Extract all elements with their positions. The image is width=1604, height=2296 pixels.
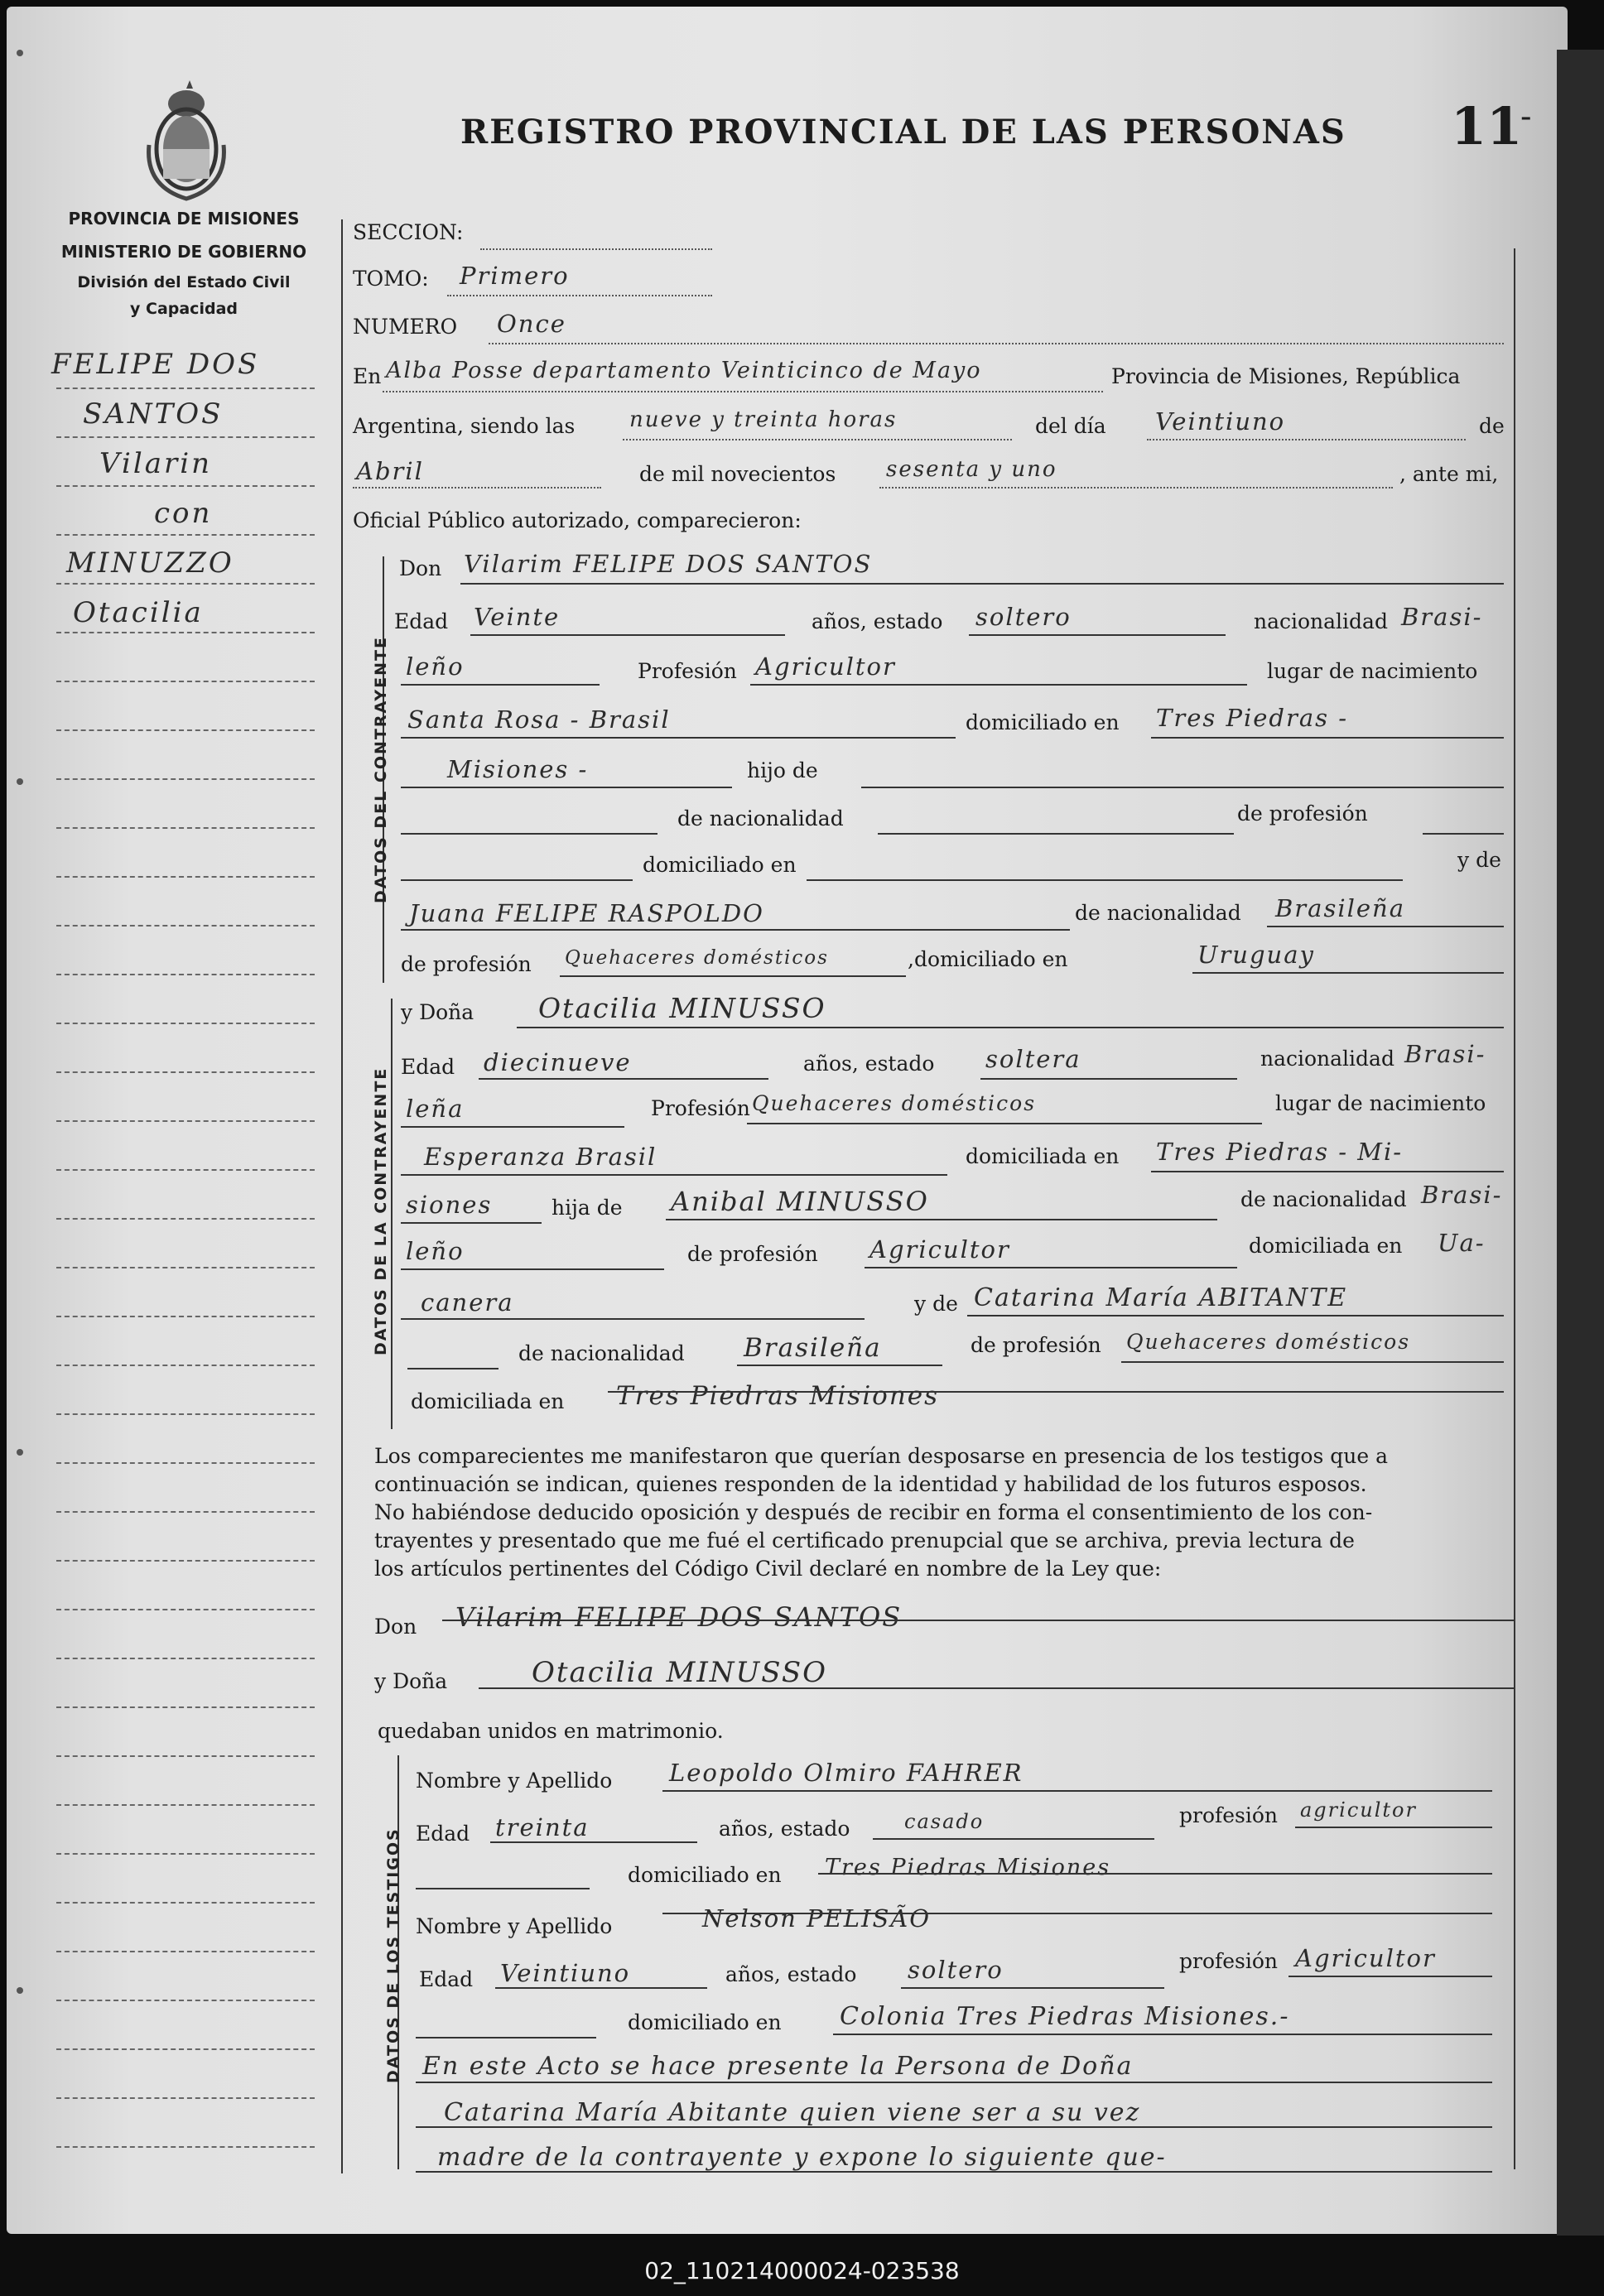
anos-estado-2-label: años, estado bbox=[803, 1052, 935, 1076]
padre-prof-2-line bbox=[865, 1267, 1237, 1268]
margin-ruled-line bbox=[56, 1462, 315, 1464]
madre-nac-1-line bbox=[1267, 926, 1504, 927]
madre-2-line bbox=[967, 1315, 1504, 1316]
lugar-label: lugar de nacimiento bbox=[1267, 659, 1478, 683]
t1-dom-label: domiciliado en bbox=[628, 1863, 782, 1887]
margin-ruled-line bbox=[56, 534, 315, 536]
testigo-1-estado: casado bbox=[904, 1810, 985, 1833]
contrayente-2-padre-nac-2: leño bbox=[406, 1237, 465, 1265]
madre-nac-label: de nacionalidad bbox=[1075, 901, 1241, 925]
padre-dom-1-line bbox=[807, 879, 1403, 881]
madre-2b-line bbox=[407, 1368, 499, 1369]
margin-ruled-line bbox=[56, 1413, 315, 1415]
madre-dom-2-line bbox=[608, 1391, 1504, 1393]
margin-ruled-line bbox=[56, 827, 315, 829]
t2-nombre-line bbox=[662, 1913, 1492, 1914]
padre-2-line bbox=[666, 1219, 1217, 1220]
margin-ruled-line bbox=[56, 1804, 315, 1806]
contrayente-2-estado: soltera bbox=[985, 1045, 1081, 1073]
padre-nac-label: de nacionalidad bbox=[1240, 1187, 1407, 1211]
t1-estado-line bbox=[873, 1838, 1154, 1840]
seccion-label: SECCION: bbox=[353, 220, 464, 244]
numero-line bbox=[489, 343, 1504, 344]
madre-dom-1-line bbox=[1192, 972, 1504, 974]
anio-line bbox=[879, 487, 1393, 489]
hora-value: nueve y treinta horas bbox=[629, 407, 898, 432]
contrayente-2-padre-dom-2: canera bbox=[421, 1288, 514, 1316]
nota-3-line bbox=[416, 2171, 1492, 2173]
nota-line-1: En este Acto se hace presente la Persona de Doña bbox=[422, 2052, 1134, 2081]
t1-nombre-line bbox=[662, 1790, 1492, 1792]
image-id-caption: 02_110214000024-023538 bbox=[644, 2257, 960, 2284]
contrayente-2-madre-nac: Brasileña bbox=[744, 1333, 882, 1363]
nacionalidad-label: nacionalidad bbox=[1254, 609, 1388, 633]
contrayente-2-domicilio-2: siones bbox=[406, 1191, 493, 1219]
contrayente-2-edad: diecinueve bbox=[484, 1048, 632, 1076]
declaracion-line-1: Los comparecientes me manifestaron que querían desposarse en presencia de los testigos que a bbox=[374, 1444, 1388, 1468]
contrayente-2-madre-dom: Tres Piedras Misiones bbox=[616, 1381, 939, 1411]
domiciliada-en-label: domiciliada en bbox=[966, 1144, 1120, 1168]
margin-ruled-line bbox=[56, 876, 315, 878]
contrayente-2-padre: Anibal MINUSSO bbox=[671, 1186, 929, 1217]
t2-dom-label: domiciliado en bbox=[628, 2010, 782, 2034]
t2-prof-b-line bbox=[416, 2037, 596, 2038]
t2-prof-label: profesión bbox=[1179, 1949, 1279, 1973]
de-nacionalidad-label: de nacionalidad bbox=[677, 806, 844, 830]
padre-prof-1-line bbox=[1423, 833, 1504, 835]
nota-1-line bbox=[416, 2082, 1492, 2083]
t1-prof-label: profesión bbox=[1179, 1803, 1279, 1827]
nac-1-line bbox=[401, 684, 600, 686]
margin-ruled-line bbox=[56, 1023, 315, 1024]
margin-ruled-line bbox=[56, 1365, 315, 1366]
right-rule bbox=[1514, 248, 1515, 2169]
declaracion-don-line bbox=[442, 1620, 1515, 1621]
testigo-2-edad: Veintiuno bbox=[500, 1959, 631, 1987]
t1-nombre-label: Nombre y Apellido bbox=[416, 1769, 613, 1793]
unidos-text: quedaban unidos en matrimonio. bbox=[378, 1719, 724, 1743]
profesion-2-line bbox=[747, 1123, 1262, 1124]
t2-edad-line bbox=[495, 1987, 707, 1989]
oficial-text: Oficial Público autorizado, comparecieron: bbox=[353, 508, 802, 532]
madre-prof-1-line bbox=[560, 975, 906, 977]
padre-1b-line bbox=[401, 833, 657, 835]
margin-ruled-line bbox=[56, 436, 315, 438]
nombre-2-line bbox=[517, 1027, 1504, 1028]
contrayente-1-nac-1: Brasi- bbox=[1401, 603, 1483, 631]
punch-hole bbox=[17, 50, 23, 56]
t2-dom-line bbox=[833, 2034, 1492, 2035]
t1-prof-b-line bbox=[416, 1888, 590, 1889]
margin-ruled-line bbox=[56, 1071, 315, 1073]
estado-1-line bbox=[969, 634, 1226, 636]
margin-ruled-line bbox=[56, 1609, 315, 1610]
lugar-2-line bbox=[401, 1174, 947, 1176]
argentina-text: Argentina, siendo las bbox=[353, 414, 576, 438]
mes-value: Abril bbox=[356, 457, 424, 485]
margin-ruled-line bbox=[56, 778, 315, 780]
contrayente-1-nac-2: leño bbox=[406, 652, 465, 681]
profesion-1-line bbox=[750, 684, 1247, 686]
margin-ruled-line bbox=[56, 974, 315, 975]
t2-estado-line bbox=[901, 1987, 1164, 1989]
margin-ruled-line bbox=[56, 2146, 315, 2148]
contrayente-2-lugar: Esperanza Brasil bbox=[424, 1143, 657, 1171]
padre-dom-label: domiciliada en bbox=[1249, 1234, 1403, 1258]
punch-hole bbox=[17, 1987, 23, 1994]
padre-prof-1b-line bbox=[401, 879, 633, 881]
margin-ruled-line bbox=[56, 1169, 315, 1171]
margin-ruled-line bbox=[56, 1218, 315, 1220]
division-header-1: División del Estado Civil bbox=[77, 273, 291, 291]
dia-line bbox=[1147, 439, 1466, 440]
edad-2-line bbox=[479, 1078, 768, 1080]
domiciliado-en-2-label: domiciliado en bbox=[643, 853, 797, 877]
de-label: de bbox=[1479, 414, 1505, 438]
declaracion-line-2: continuación se indican, quienes responden de la identidad y habilidad de los futuros esposos. bbox=[374, 1472, 1367, 1496]
t2-anos-estado-label: años, estado bbox=[725, 1962, 857, 1986]
page-title: REGISTRO PROVINCIAL DE LAS PERSONAS bbox=[460, 113, 1346, 152]
edad-2-label: Edad bbox=[401, 1055, 455, 1079]
declaracion-line-4: trayentes y presentado que me fué el certificado prenupcial que se archiva, previa lectura de bbox=[374, 1528, 1355, 1552]
madre-nac-2-label: de nacionalidad bbox=[518, 1341, 685, 1365]
testigo-2-dom: Colonia Tres Piedras Misiones.- bbox=[840, 2002, 1290, 2031]
ante-mi-text: , ante mi, bbox=[1399, 462, 1499, 486]
contrayente-2-padre-prof: Agricultor bbox=[869, 1235, 1010, 1264]
margin-note: MINUZZO bbox=[66, 546, 234, 580]
margin-note: SANTOS bbox=[83, 397, 224, 431]
t1-edad-line bbox=[490, 1841, 697, 1843]
margin-ruled-line bbox=[56, 1120, 315, 1122]
domicilio-2b-line bbox=[401, 1222, 542, 1224]
contrayente-1-madre: Juana FELIPE RASPOLDO bbox=[409, 899, 764, 927]
contrayente-2-bracket bbox=[391, 999, 393, 1429]
margin-note: Vilarin bbox=[99, 447, 212, 480]
declaracion-don-label: Don bbox=[374, 1615, 417, 1639]
madre-dom-label: ,domiciliado en bbox=[908, 947, 1068, 971]
contrayente-1-madre-nac: Brasileña bbox=[1275, 894, 1406, 922]
margin-ruled-line bbox=[56, 925, 315, 927]
hija-de-label: hija de bbox=[552, 1196, 623, 1220]
edad-1-line bbox=[470, 634, 785, 636]
t1-anos-estado-label: años, estado bbox=[719, 1817, 850, 1841]
y-de-label: y de bbox=[1457, 848, 1501, 872]
testigo-2-nombre: Nelson PELISÃO bbox=[702, 1904, 932, 1933]
padre-nac-1-line bbox=[878, 833, 1234, 835]
contrayente-2-nac-2: leña bbox=[406, 1095, 465, 1123]
madre-prof-2-line bbox=[1121, 1361, 1504, 1363]
profesion-2-label: Profesión bbox=[651, 1096, 750, 1120]
anos-estado-label: años, estado bbox=[812, 609, 943, 633]
don-label: Don bbox=[399, 556, 442, 580]
margin-ruled-line bbox=[56, 2097, 315, 2099]
t2-edad-label: Edad bbox=[419, 1967, 474, 1991]
dona-label: y Doña bbox=[401, 1000, 474, 1024]
tomo-value: Primero bbox=[460, 262, 570, 290]
contrayente-2-padre-dom-1: Ua- bbox=[1438, 1229, 1486, 1257]
declaracion-dona-label: y Doña bbox=[374, 1669, 448, 1693]
margin-ruled-line bbox=[56, 1511, 315, 1513]
contrayente-1-domicilio-2: Misiones - bbox=[447, 755, 589, 783]
t2-nombre-label: Nombre y Apellido bbox=[416, 1914, 613, 1938]
margin-ruled-line bbox=[56, 387, 315, 389]
de-mil-label: de mil novecientos bbox=[639, 462, 836, 486]
contrayente-2-nac-1: Brasi- bbox=[1404, 1040, 1486, 1068]
padre-prof-label: de profesión bbox=[687, 1242, 818, 1266]
hora-line bbox=[623, 439, 1012, 440]
contrayente-1-domicilio-1: Tres Piedras - bbox=[1156, 704, 1349, 732]
margin-ruled-line bbox=[56, 1706, 315, 1708]
tomo-line bbox=[447, 295, 712, 296]
tomo-label: TOMO: bbox=[353, 267, 429, 291]
ministry-header: MINISTERIO DE GOBIERNO bbox=[60, 242, 307, 262]
contrayente-1-side-label: DATOS DEL CONTRAYENTE bbox=[372, 636, 390, 903]
contrayente-1-madre-prof: Quehaceres domésticos bbox=[565, 947, 829, 969]
lugar-1-line bbox=[401, 737, 956, 739]
en-label: En bbox=[353, 364, 382, 388]
nota-line-3: madre de la contrayente y expone lo siguiente que- bbox=[437, 2143, 1167, 2172]
book-spine bbox=[1557, 50, 1604, 2236]
seccion-line bbox=[480, 248, 712, 250]
declaracion-don-value: Vilarim FELIPE DOS SANTOS bbox=[455, 1601, 903, 1633]
margin-ruled-line bbox=[56, 1755, 315, 1757]
margin-ruled-line bbox=[56, 1316, 315, 1317]
nota-2-line bbox=[416, 2126, 1492, 2128]
nacionalidad-2-label: nacionalidad bbox=[1260, 1047, 1394, 1071]
padre-dom-2-line bbox=[401, 1318, 865, 1320]
en-value: Alba Posse departamento Veinticinco de Mayo bbox=[386, 358, 982, 383]
declaracion-line-5: los artículos pertinentes del Código Civil declaré en nombre de la Ley que: bbox=[374, 1557, 1162, 1581]
contrayente-1-lugar: Santa Rosa - Brasil bbox=[407, 705, 671, 734]
contrayente-1-profesion: Agricultor bbox=[755, 652, 896, 681]
domicilio-2-line bbox=[1151, 1171, 1504, 1172]
t1-prof-line bbox=[1295, 1827, 1492, 1828]
margin-ruled-line bbox=[56, 1853, 315, 1855]
numero-value: Once bbox=[497, 310, 566, 338]
left-rule bbox=[341, 219, 343, 2173]
testigo-1-prof: agricultor bbox=[1300, 1798, 1417, 1822]
margin-ruled-line bbox=[56, 1267, 315, 1268]
margin-note: con bbox=[154, 497, 213, 530]
testigo-2-estado: soltero bbox=[908, 1956, 1004, 1984]
folio-dash: - bbox=[1520, 98, 1532, 136]
profesion-label: Profesión bbox=[638, 659, 737, 683]
contrayente-2-madre-prof: Quehaceres domésticos bbox=[1126, 1330, 1411, 1354]
nac-2-line bbox=[401, 1126, 624, 1128]
madre-1-line bbox=[401, 929, 1070, 931]
del-dia-label: del día bbox=[1035, 414, 1106, 438]
margin-note: Otacilia bbox=[73, 596, 204, 629]
margin-ruled-line bbox=[56, 2000, 315, 2001]
margin-ruled-line bbox=[56, 1560, 315, 1562]
testigos-side-label: DATOS DE LOS TESTIGOS bbox=[384, 1827, 402, 2083]
madre-prof-2-label: de profesión bbox=[971, 1333, 1101, 1357]
testigo-1-nombre: Leopoldo Olmiro FAHRER bbox=[669, 1759, 1024, 1787]
margin-ruled-line bbox=[56, 2048, 315, 2050]
contrayente-2-padre-nac-1: Brasi- bbox=[1421, 1181, 1503, 1209]
declaracion-line-3: No habiéndose deducido oposición y después de recibir en forma el consentimiento de los con- bbox=[374, 1500, 1373, 1524]
margin-ruled-line bbox=[56, 729, 315, 731]
coat-of-arms-emblem bbox=[141, 79, 232, 203]
lugar-2-label: lugar de nacimiento bbox=[1275, 1091, 1486, 1115]
t1-dom-line bbox=[818, 1873, 1492, 1875]
contrayente-1-madre-dom: Uruguay bbox=[1197, 941, 1315, 969]
contrayente-2-nombre: Otacilia MINUSSO bbox=[538, 992, 826, 1024]
domiciliado-en-label: domiciliado en bbox=[966, 710, 1120, 734]
province-header: PROVINCIA DE MISIONES bbox=[68, 209, 300, 229]
mes-line bbox=[353, 487, 601, 489]
contrayente-1-nombre: Vilarim FELIPE DOS SANTOS bbox=[464, 550, 873, 578]
domicilio-1-line bbox=[1151, 737, 1504, 739]
contrayente-2-madre: Catarina María ABITANTE bbox=[974, 1283, 1348, 1312]
hijo-de-label: hijo de bbox=[747, 758, 818, 782]
division-header-2: y Capacidad bbox=[130, 300, 238, 318]
margin-ruled-line bbox=[56, 1902, 315, 1904]
nombre-1-line bbox=[460, 583, 1504, 585]
numero-label: NUMERO bbox=[353, 315, 458, 339]
margin-ruled-line bbox=[56, 485, 315, 487]
contrayente-2-domicilio-1: Tres Piedras - Mi- bbox=[1156, 1138, 1404, 1166]
margin-ruled-line bbox=[56, 1951, 315, 1952]
madre-nac-2-line bbox=[737, 1365, 942, 1366]
edad-label: Edad bbox=[394, 609, 449, 633]
y-de-2-label: y de bbox=[914, 1292, 958, 1316]
padre-nac-2-line bbox=[401, 1268, 664, 1270]
declaracion-dona-line bbox=[479, 1687, 1515, 1689]
margin-ruled-line bbox=[56, 583, 315, 585]
contrayente-2-side-label: DATOS DE LA CONTRAYENTE bbox=[372, 1066, 390, 1355]
de-profesion-label: de profesión bbox=[1237, 801, 1368, 826]
margin-ruled-line bbox=[56, 1658, 315, 1659]
testigo-2-prof: Agricultor bbox=[1295, 1944, 1436, 1972]
declaracion-dona-value: Otacilia MINUSSO bbox=[532, 1656, 828, 1689]
margin-note: FELIPE DOS bbox=[51, 348, 260, 381]
testigo-1-edad: treinta bbox=[495, 1813, 590, 1841]
en-line bbox=[383, 391, 1103, 392]
folio-number: 11 bbox=[1451, 96, 1523, 156]
margin-ruled-line bbox=[56, 681, 315, 682]
madre-prof-label: de profesión bbox=[401, 952, 532, 976]
margin-ruled-line bbox=[56, 632, 315, 633]
nota-line-2: Catarina María Abitante quien viene ser a su vez bbox=[444, 2098, 1141, 2127]
testigo-1-dom: Tres Piedras Misiones bbox=[825, 1855, 1111, 1880]
contrayente-2-profesion: Quehaceres domésticos bbox=[752, 1091, 1037, 1115]
contrayente-1-estado: soltero bbox=[975, 603, 1072, 631]
t2-prof-line bbox=[1288, 1976, 1492, 1977]
anio-value: sesenta y uno bbox=[886, 457, 1057, 482]
punch-hole bbox=[17, 778, 23, 785]
t1-edad-label: Edad bbox=[416, 1822, 470, 1846]
dia-value: Veintiuno bbox=[1155, 407, 1286, 436]
estado-2-line bbox=[980, 1078, 1237, 1080]
punch-hole bbox=[17, 1449, 23, 1456]
provincia-text: Provincia de Misiones, República bbox=[1111, 364, 1461, 388]
madre-dom-2-label: domiciliada en bbox=[411, 1389, 565, 1413]
domicilio-1b-line bbox=[401, 787, 732, 788]
contrayente-1-edad: Veinte bbox=[474, 603, 561, 631]
padre-1-line bbox=[861, 787, 1504, 788]
